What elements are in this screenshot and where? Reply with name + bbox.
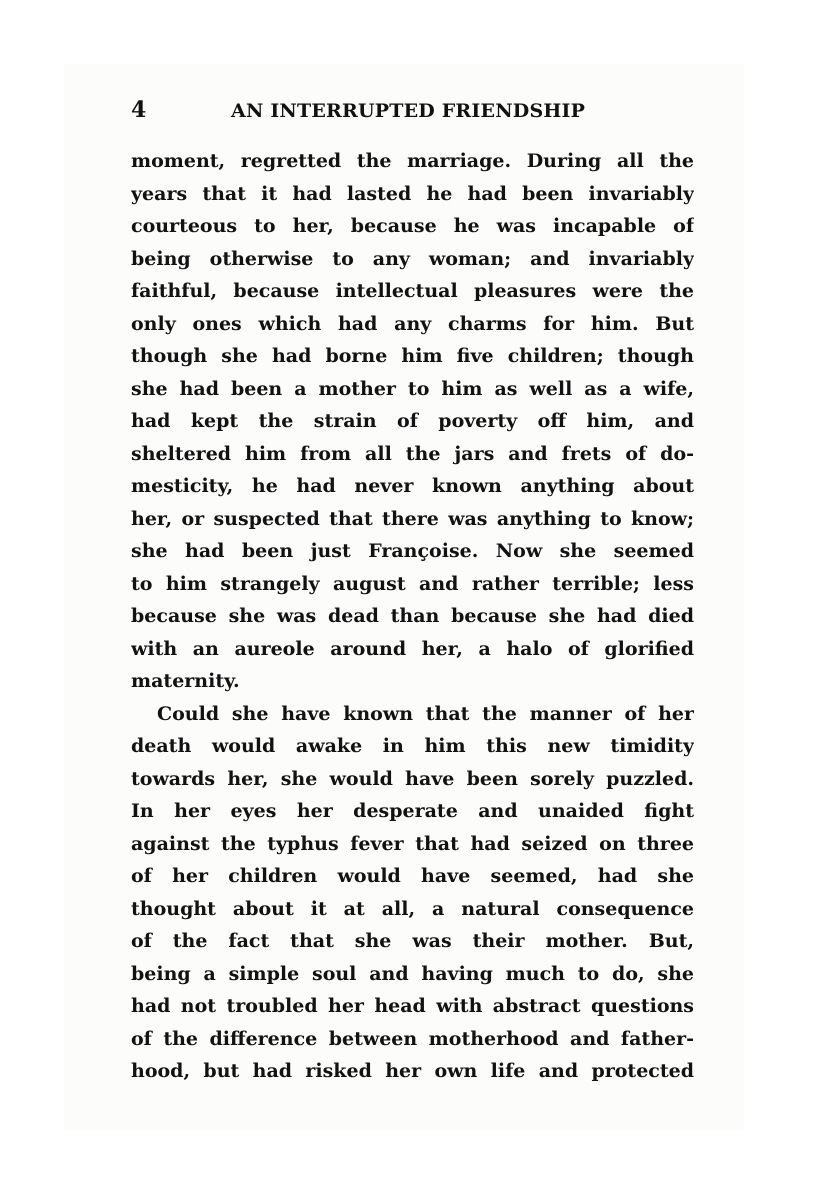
text-line: though she had borne him five children; though bbox=[131, 345, 694, 367]
text-line: of her children would have seemed, had she bbox=[131, 865, 694, 887]
text-line: sheltered him from all the jars and frets of do- bbox=[131, 442, 694, 465]
text-line: had not troubled her head with abstract questions bbox=[131, 995, 694, 1017]
text-line: courteous to her, because he was incapable of bbox=[131, 215, 694, 237]
text-line: hood, but had risked her own life and protected bbox=[131, 1060, 694, 1082]
text-line: moment, regretted the marriage. During all the bbox=[131, 150, 694, 172]
text-line: In her eyes her desperate and unaided fight bbox=[131, 800, 694, 822]
text-line: of the difference between motherhood and father- bbox=[131, 1027, 694, 1050]
text-line: of the fact that she was their mother. But, bbox=[131, 930, 694, 952]
text-line: against the typhus fever that had seized on three bbox=[131, 832, 694, 855]
text-line: death would awake in him this new timidity bbox=[131, 735, 694, 757]
text-line: she had been a mother to him as well as a wife, bbox=[131, 377, 694, 400]
running-title: AN INTERRUPTED FRIENDSHIP bbox=[231, 100, 586, 122]
text-line: years that it had lasted he had been invariably bbox=[131, 182, 694, 205]
paragraph-start-line: Could she have known that the manner of her bbox=[157, 702, 694, 725]
text-line: her, or suspected that there was anything to know; bbox=[131, 507, 694, 530]
text-line: only ones which had any charms for him. But bbox=[131, 312, 694, 335]
text-line: being otherwise to any woman; and invariably bbox=[131, 247, 694, 270]
text-line: towards her, she would have been sorely puzzled. bbox=[131, 767, 694, 790]
text-line: faithful, because intellectual pleasures were the bbox=[131, 280, 694, 302]
text-line: had kept the strain of poverty off him, and bbox=[131, 410, 694, 432]
text-line: because she was dead than because she had died bbox=[131, 605, 694, 627]
page-number: 4 bbox=[131, 97, 147, 123]
text-line: thought about it at all, a natural consequence bbox=[131, 897, 694, 920]
text-line: mesticity, he had never known anything about bbox=[131, 475, 694, 497]
paragraph-end-line: maternity. bbox=[131, 670, 240, 692]
text-line: she had been just Françoise. Now she seemed bbox=[131, 540, 694, 562]
body-text bbox=[131, 145, 694, 1088]
text-line: being a simple soul and having much to do, she bbox=[131, 962, 694, 985]
page-header bbox=[131, 95, 694, 125]
text-line: to him strangely august and rather terrible; less bbox=[131, 572, 694, 595]
text-line: with an aureole around her, a halo of glorified bbox=[131, 637, 694, 660]
